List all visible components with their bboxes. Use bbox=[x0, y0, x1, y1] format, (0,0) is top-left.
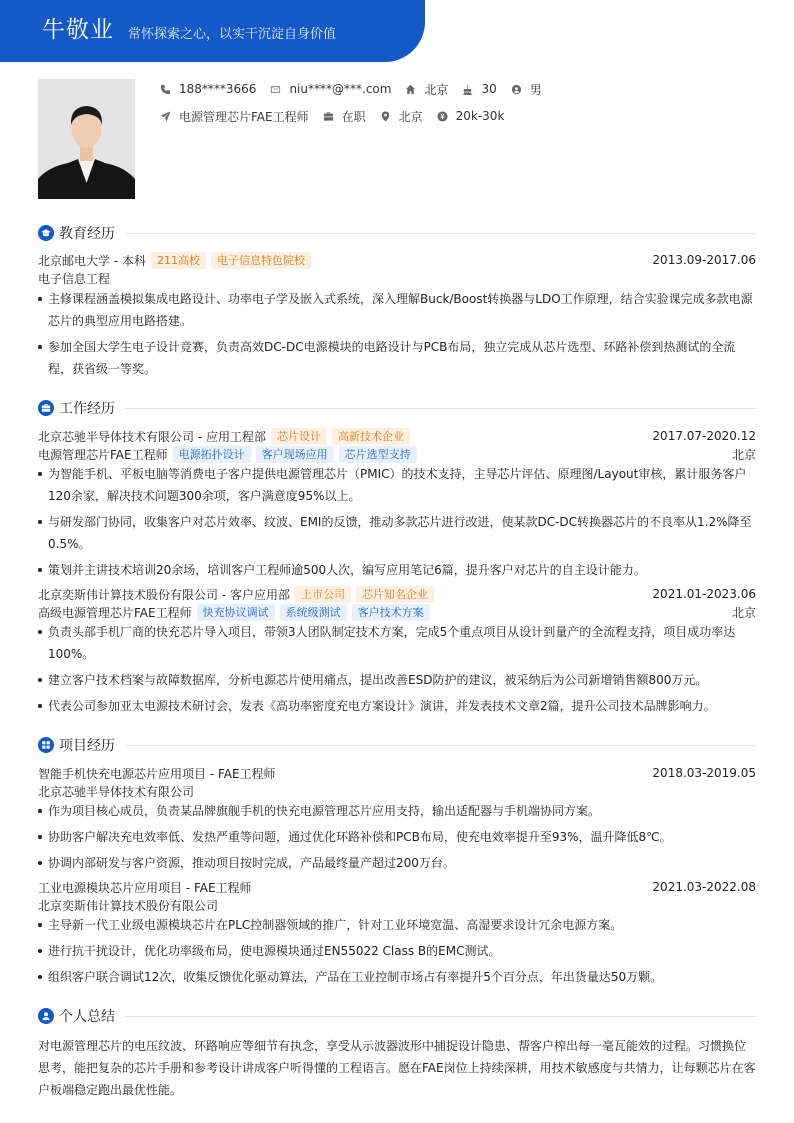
gender-text: 男 bbox=[529, 82, 542, 97]
job-bullet: 策划并主讲技术培训20余场，培训客户工程师逾500人次，编写应用笔记6篇，提升客户对芯片的自主设计能力。 bbox=[38, 559, 756, 581]
status-text: 在职 bbox=[341, 109, 366, 124]
project-company: 北京芯驰半导体技术有限公司 bbox=[38, 784, 195, 799]
job-bullet: 与研发部门协同，收集客户对芯片效率、纹波、EMI的反馈，推动多款芯片进行改进，使某款DC-DC转换器芯片的不良率从1.2%降至0.5%。 bbox=[38, 511, 756, 555]
target-position-item bbox=[160, 108, 309, 125]
work-section-header bbox=[38, 398, 756, 418]
job-position: 电源管理芯片FAE工程师 bbox=[38, 447, 168, 462]
skill-tag: 快充协议调试 bbox=[197, 604, 275, 621]
education-title: 教育经历 bbox=[59, 226, 115, 242]
project-bullet: 协助客户解决充电效率低、发热严重等问题，通过优化环路补偿和PCB布局，使充电效率提升至93%，温升降低8℃。 bbox=[38, 826, 756, 848]
section-divider bbox=[125, 745, 756, 746]
work-title: 工作经历 bbox=[59, 401, 115, 417]
home-icon bbox=[405, 84, 416, 95]
job-bullet: 负责头部手机厂商的快充芯片导入项目，带领3人团队制定技术方案，完成5个重点项目从设计到量产的全流程支持，项目成功率达100%。 bbox=[38, 621, 756, 665]
grid-icon bbox=[41, 740, 51, 750]
job-position-row bbox=[38, 445, 756, 463]
job-period: 2021.01-2023.06 bbox=[652, 587, 756, 601]
skill-tag: 芯片选型支持 bbox=[339, 446, 417, 463]
section-divider bbox=[125, 1016, 756, 1017]
summary-title: 个人总结 bbox=[59, 1009, 115, 1025]
salary-text: 20k-30k bbox=[455, 109, 505, 123]
project-name-row bbox=[38, 764, 756, 782]
briefcase-icon bbox=[41, 403, 51, 413]
project-name: 智能手机快充电源芯片应用项目 - FAE工程师 bbox=[38, 766, 276, 781]
phone-text: 188****3666 bbox=[179, 82, 257, 96]
skill-tag: 客户技术方案 bbox=[352, 604, 430, 621]
age-item bbox=[462, 82, 496, 96]
project-name: 工业电源模块芯片应用项目 - FAE工程师 bbox=[38, 880, 252, 895]
section-divider bbox=[125, 233, 756, 234]
summary-text: 对电源管理芯片的电压纹波、环路响应等细节有执念，享受从示波器波形中捕捉设计隐患、帮客户榨出每一毫瓦能效的过程。习惯换位思考，能把复杂的芯片手册和参考设计讲成客户听得懂的工程语言。愿在FAE岗位上持续深耕，用技术敏感度与共情力，让每颗芯片在客户板端稳定跑出最优性能。 bbox=[38, 1039, 756, 1097]
project-company-row bbox=[38, 896, 756, 914]
skill-tag: 客户现场应用 bbox=[256, 446, 334, 463]
job-city: 北京 bbox=[731, 447, 756, 462]
project-bullet: 组织客户联合调试12次，收集反馈优化驱动算法，产品在工业控制市场占有率提升5个百分点，年出货量达50万颗。 bbox=[38, 966, 756, 988]
job-company: 北京芯驰半导体技术有限公司 - 应用工程部 bbox=[38, 429, 266, 444]
email-text: niu****@***.com bbox=[289, 82, 392, 96]
email-item bbox=[270, 82, 391, 96]
skill-tag: 系统级测试 bbox=[280, 604, 347, 621]
salary-item bbox=[437, 109, 505, 123]
work-icon bbox=[38, 400, 54, 416]
section-divider bbox=[125, 408, 756, 409]
target-position-text: 电源管理芯片FAE工程师 bbox=[179, 109, 309, 124]
project-name-row bbox=[38, 878, 756, 896]
header-banner bbox=[0, 0, 425, 62]
school-name: 北京邮电大学 - 本科 bbox=[38, 253, 146, 268]
company-tag: 高新技术企业 bbox=[332, 428, 410, 445]
gender-icon bbox=[511, 84, 522, 95]
job-city: 北京 bbox=[731, 605, 756, 620]
basic-info-row-2 bbox=[160, 108, 518, 124]
status-item bbox=[323, 108, 366, 125]
cake-icon bbox=[462, 84, 473, 95]
education-bullet: 主修课程涵盖模拟集成电路设计、功率电子学及嵌入式系统，深入理解Buck/Boost转换器与LDO工作原理，结合实验课完成多款电源芯片的典型应用电路搭建。 bbox=[38, 288, 756, 332]
phone-icon bbox=[160, 84, 171, 95]
briefcase-icon bbox=[323, 111, 334, 122]
project-company: 北京奕斯伟计算技术股份有限公司 bbox=[38, 898, 219, 913]
skill-tag: 电源拓扑设计 bbox=[173, 446, 251, 463]
project-period: 2021.03-2022.08 bbox=[652, 880, 756, 894]
summary-section-header bbox=[38, 1006, 756, 1026]
company-tag: 芯片设计 bbox=[271, 428, 327, 445]
job-position: 高级电源管理芯片FAE工程师 bbox=[38, 605, 192, 620]
education-period: 2013.09-2017.06 bbox=[652, 253, 756, 267]
job-company-row bbox=[38, 585, 756, 603]
job-position-row bbox=[38, 603, 756, 621]
job-period: 2017.07-2020.12 bbox=[652, 429, 756, 443]
gender-item bbox=[511, 81, 542, 98]
job-bullet: 为智能手机、平板电脑等消费电子客户提供电源管理芯片（PMIC）的技术支持，主导芯片评估、原理图/Layout审核，累计服务客户120余家，解决技术问题300余项，客户满意度95%以上。 bbox=[38, 463, 756, 507]
age-text: 30 bbox=[481, 82, 497, 96]
project-period: 2018.03-2019.05 bbox=[652, 766, 756, 780]
candidate-name: 牛敬业 bbox=[42, 17, 114, 43]
project-bullet: 进行抗干扰设计，优化功率级布局，使电源模块通过EN55022 Class B的EMC测试。 bbox=[38, 940, 756, 962]
project-bullet: 主导新一代工业级电源模块芯片在PLC控制器领域的推广，针对工业环境宽温、高湿要求设计冗余电源方案。 bbox=[38, 914, 756, 936]
project-company-row bbox=[38, 782, 756, 800]
basic-info-row-1 bbox=[160, 81, 556, 97]
project-title: 项目经历 bbox=[59, 738, 115, 754]
job-company-row bbox=[38, 427, 756, 445]
target-city-item bbox=[380, 108, 423, 125]
job-bullet: 建立客户技术档案与故障数据库，分析电源芯片使用痛点，提出改善ESD防护的建议，被采纳后为公司新增销售额800万元。 bbox=[38, 669, 756, 691]
mail-icon bbox=[270, 84, 281, 95]
target-city-text: 北京 bbox=[398, 109, 423, 124]
map-pin-icon bbox=[380, 111, 391, 122]
phone-item bbox=[160, 82, 256, 96]
major-name: 电子信息工程 bbox=[38, 271, 111, 286]
education-section-header bbox=[38, 223, 756, 243]
education-school-row bbox=[38, 251, 756, 269]
send-icon bbox=[160, 111, 171, 122]
school-tag: 电子信息特色院校 bbox=[211, 252, 311, 269]
summary-icon bbox=[38, 1008, 54, 1024]
project-section-header bbox=[38, 735, 756, 755]
money-icon bbox=[437, 111, 448, 122]
graduation-cap-icon bbox=[41, 228, 51, 238]
company-tag: 芯片知名企业 bbox=[356, 586, 434, 603]
project-bullet: 作为项目核心成员，负责某品牌旗舰手机的快充电源管理芯片应用支持，输出适配器与手机端协同方案。 bbox=[38, 800, 756, 822]
education-icon bbox=[38, 225, 54, 241]
education-bullet: 参加全国大学生电子设计竞赛，负责高效DC-DC电源模块的电路设计与PCB布局，独立完成从芯片选型、环路补偿到热测试的全流程，获省级一等奖。 bbox=[38, 336, 756, 380]
project-icon bbox=[38, 737, 54, 753]
profile-photo bbox=[38, 79, 135, 199]
job-bullet: 代表公司参加亚太电源技术研讨会，发表《高功率密度充电方案设计》演讲，并发表技术文章2篇，提升公司技术品牌影响力。 bbox=[38, 695, 756, 717]
candidate-slogan: 常怀探索之心，以实干沉淀自身价值 bbox=[128, 27, 337, 42]
school-tag: 211高校 bbox=[151, 252, 206, 269]
project-bullet: 协调内部研发与客户资源，推动项目按时完成，产品最终量产超过200万台。 bbox=[38, 852, 756, 874]
location-text: 北京 bbox=[424, 82, 449, 97]
job-company: 北京奕斯伟计算技术股份有限公司 - 客户应用部 bbox=[38, 587, 290, 602]
location-item bbox=[405, 81, 448, 98]
education-major-row bbox=[38, 269, 756, 287]
portrait-icon bbox=[38, 79, 135, 199]
company-tag: 上市公司 bbox=[295, 586, 351, 603]
user-icon bbox=[41, 1011, 51, 1021]
